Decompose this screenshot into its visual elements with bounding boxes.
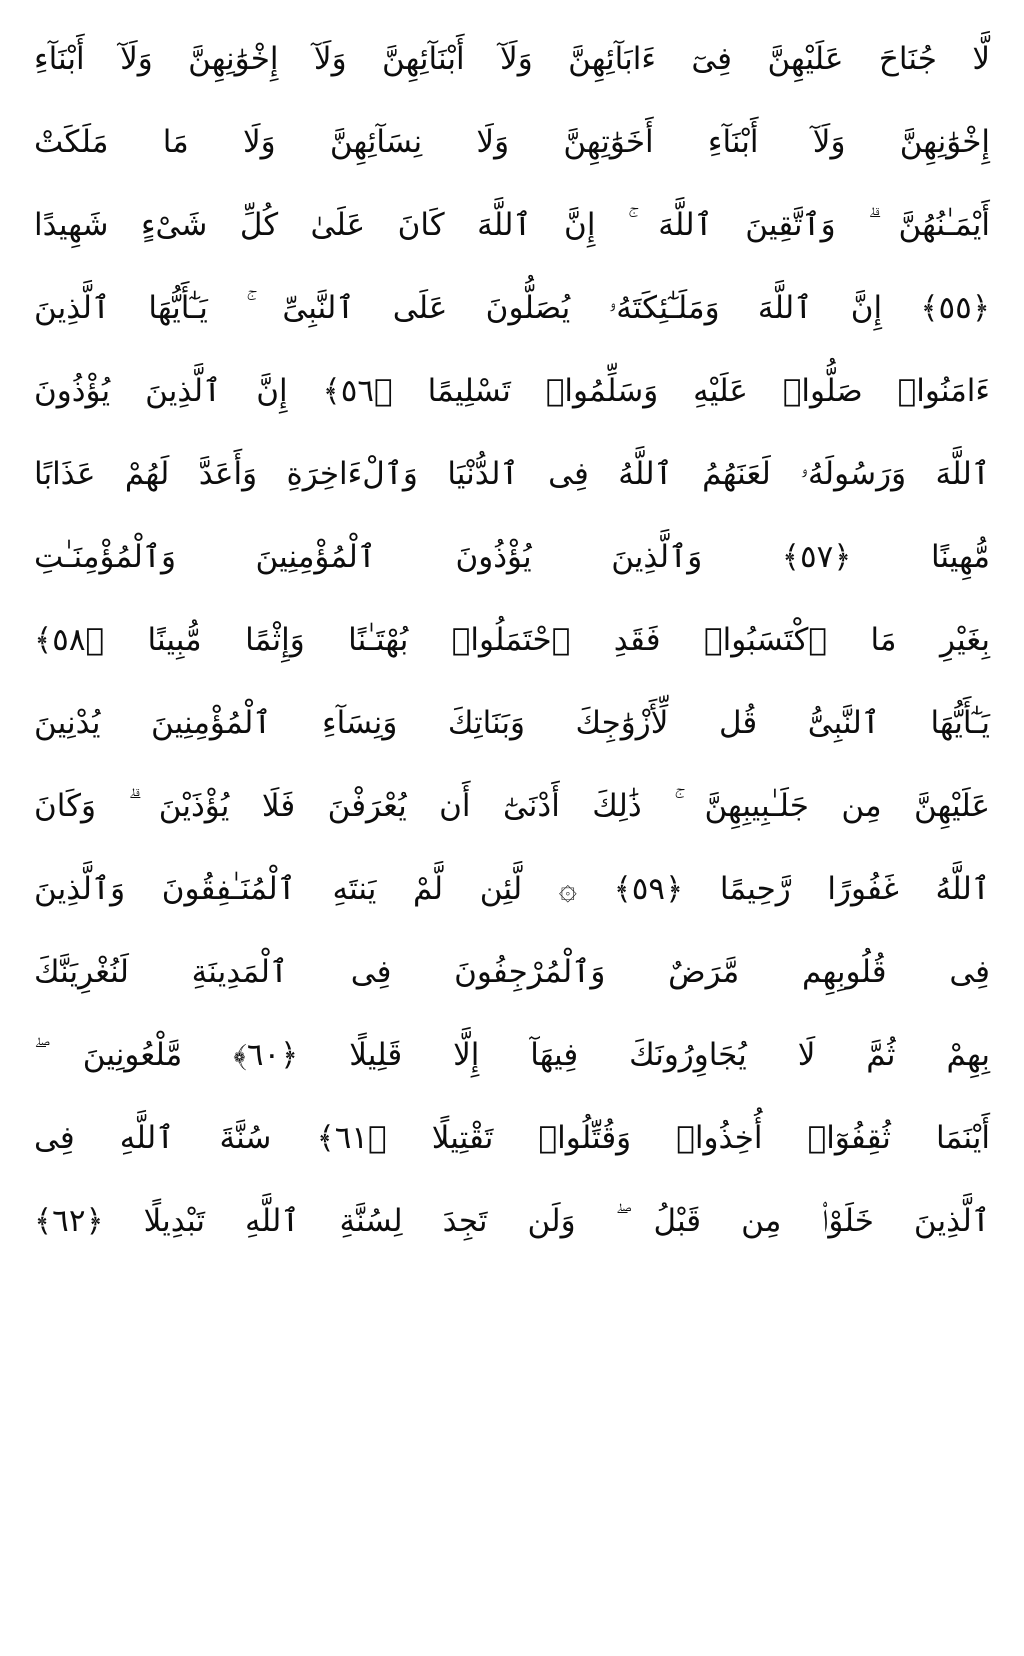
quran-line: لَّا جُنَاحَ عَلَيْهِنَّ فِىٓ ءَابَآئِهِنَّ وَلَآ أَبْنَآئِهِنَّ وَلَآ إِخْوَٰنِهِنَّ وَلَآ أَبْنَآءِ xyxy=(34,41,990,77)
quran-line: ٱللَّهُ غَفُورًا رَّحِيمًا ﴿٥٩﴾ ۞ لَّئِن لَّمْ يَنتَهِ ٱلْمُنَـٰفِقُونَ وَٱلَّذِينَ xyxy=(34,871,990,907)
quran-line: بِهِمْ ثُمَّ لَا يُجَاوِرُونَكَ فِيهَآ إِلَّا قَلِيلًا ﴿٦٠﴾ مَّلْعُونِينَ ۖ xyxy=(34,1037,990,1073)
quran-line: ٱلَّذِينَ خَلَوْا۟ مِن قَبْلُ ۖ وَلَن تَجِدَ لِسُنَّةِ ٱللَّهِ تَبْدِيلًا ﴿٦٢﴾ xyxy=(34,1203,990,1239)
quran-line: ءَامَنُوا۟ صَلُّوا۟ عَلَيْهِ وَسَلِّمُوا۟ تَسْلِيمًا ﴿٥٦﴾ إِنَّ ٱلَّذِينَ يُؤْذُونَ xyxy=(34,373,990,409)
quran-line: إِخْوَٰنِهِنَّ وَلَآ أَبْنَآءِ أَخَوَٰتِهِنَّ وَلَا نِسَآئِهِنَّ وَلَا مَا مَلَكَتْ xyxy=(34,124,990,160)
quran-line: أَيْمَـٰنُهُنَّ ۗ وَٱتَّقِينَ ٱللَّهَ ۚ إِنَّ ٱللَّهَ كَانَ عَلَىٰ كُلِّ شَىْءٍ شَهِيدًا xyxy=(34,207,990,243)
quran-line: بِغَيْرِ مَا ٱكْتَسَبُوا۟ فَقَدِ ٱحْتَمَلُوا۟ بُهْتَـٰنًا وَإِثْمًا مُّبِينًا ﴿٥٨﴾ xyxy=(34,622,990,658)
mushaf-text-block xyxy=(34,18,990,1263)
quran-line: عَلَيْهِنَّ مِن جَلَـٰبِيبِهِنَّ ۚ ذَٰلِكَ أَدْنَىٰٓ أَن يُعْرَفْنَ فَلَا يُؤْذَيْنَ ۗ وَكَانَ xyxy=(34,788,990,824)
quran-line: ﴿٥٥﴾ إِنَّ ٱللَّهَ وَمَلَـٰٓئِكَتَهُۥ يُصَلُّونَ عَلَى ٱلنَّبِىِّ ۚ يَـٰٓأَيُّهَا ٱلَّذِينَ xyxy=(34,290,990,326)
quran-line: يَـٰٓأَيُّهَا ٱلنَّبِىُّ قُل لِّأَزْوَٰجِكَ وَبَنَاتِكَ وَنِسَآءِ ٱلْمُؤْمِنِينَ يُدْنِينَ xyxy=(34,705,990,741)
quran-line: ٱللَّهَ وَرَسُولَهُۥ لَعَنَهُمُ ٱللَّهُ فِى ٱلدُّنْيَا وَٱلْءَاخِرَةِ وَأَعَدَّ لَهُمْ عَذَابًا xyxy=(34,456,990,492)
quran-line: أَيْنَمَا ثُقِفُوٓا۟ أُخِذُوا۟ وَقُتِّلُوا۟ تَقْتِيلًا ﴿٦١﴾ سُنَّةَ ٱللَّهِ فِى xyxy=(34,1120,990,1156)
quran-line: فِى قُلُوبِهِم مَّرَضٌ وَٱلْمُرْجِفُونَ فِى ٱلْمَدِينَةِ لَنُغْرِيَنَّكَ xyxy=(34,954,990,990)
quran-line: مُّهِينًا ﴿٥٧﴾ وَٱلَّذِينَ يُؤْذُونَ ٱلْمُؤْمِنِينَ وَٱلْمُؤْمِنَـٰتِ xyxy=(34,539,990,575)
